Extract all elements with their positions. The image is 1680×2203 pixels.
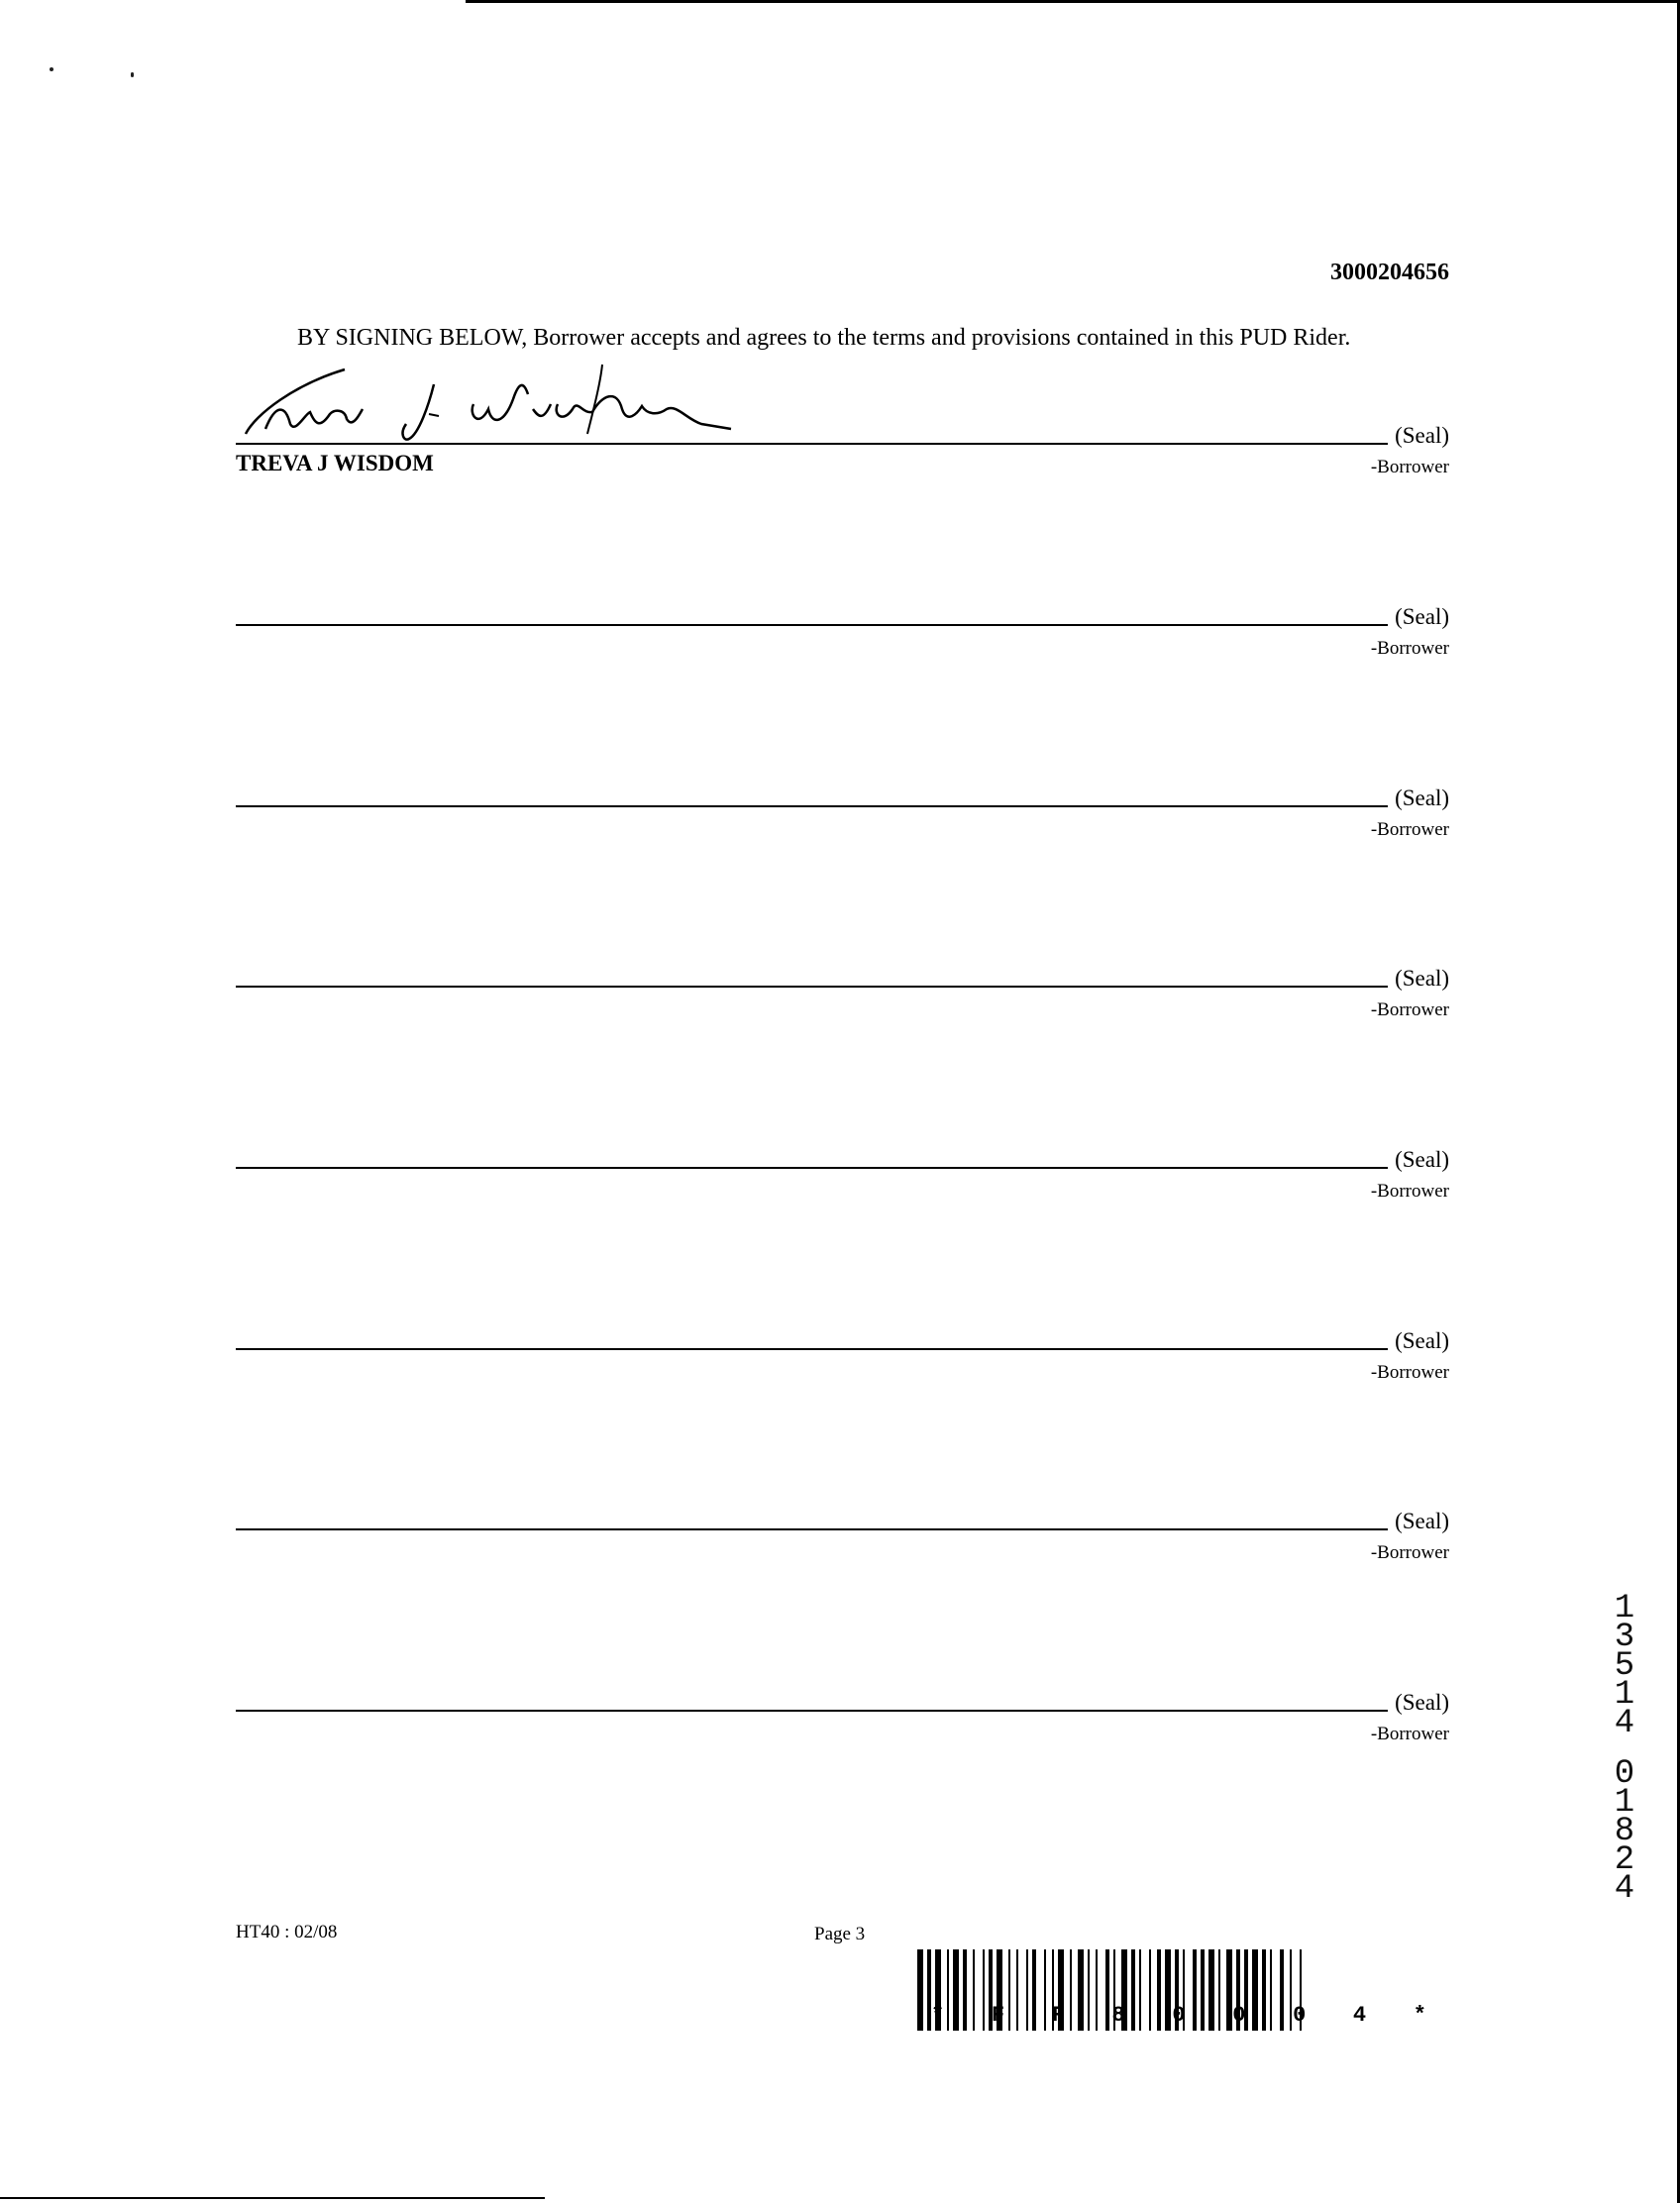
barcode-char: 0: [1232, 2003, 1246, 2028]
signature-block-4: [236, 942, 1449, 1021]
role-label: -Borrower: [1370, 1542, 1449, 1563]
role-label: -Borrower: [1370, 638, 1449, 659]
role-label: -Borrower: [1370, 1362, 1449, 1383]
signature-line: [236, 443, 1388, 445]
signature-block-3: [236, 762, 1449, 841]
signature-block-1: [236, 399, 1449, 478]
seal-label: (Seal): [1395, 966, 1449, 991]
barcode: [917, 1949, 1440, 2050]
stamp-digit: 1: [1614, 1784, 1635, 1822]
role-label: -Borrower: [1370, 819, 1449, 840]
scan-edge-top: [466, 0, 1680, 3]
signature-line: [236, 1528, 1388, 1530]
signature-line: [236, 1710, 1388, 1712]
stamp-digit: 1: [1614, 1590, 1635, 1627]
stamp-digit: 4: [1614, 1870, 1635, 1908]
role-label: -Borrower: [1370, 457, 1449, 477]
signature-line: [236, 805, 1388, 807]
scan-speck: [50, 67, 53, 71]
barcode-char: *: [931, 2003, 945, 2028]
stamp-digit: 4: [1614, 1705, 1635, 1742]
barcode-char: 0: [1293, 2003, 1307, 2028]
barcode-char: 8: [1111, 2003, 1125, 2028]
scan-edge-bottom: [0, 2197, 545, 2199]
seal-label: (Seal): [1395, 1328, 1449, 1353]
signature-block-5: [236, 1123, 1449, 1203]
page-number: Page 3: [814, 1924, 866, 1944]
stamp-digit: 5: [1614, 1647, 1635, 1685]
signature-line: [236, 986, 1388, 988]
stamp-digit: 2: [1614, 1841, 1635, 1879]
signer-name: TREVA J WISDOM: [236, 451, 434, 475]
signature-block-2: [236, 580, 1449, 660]
stamp-digit: 8: [1614, 1813, 1635, 1850]
signature-line: [236, 1348, 1388, 1350]
side-recording-stamp: [1600, 1590, 1649, 1908]
seal-label: (Seal): [1395, 423, 1449, 448]
barcode-caption: [931, 2003, 1426, 2028]
role-label: -Borrower: [1370, 999, 1449, 1020]
barcode-bar: [917, 1949, 923, 2031]
signature-block-7: [236, 1485, 1449, 1564]
agreement-paragraph: BY SIGNING BELOW, Borrower accepts and agrees to the terms and provisions contained in this PUD Rider.: [297, 325, 1351, 351]
barcode-char: F: [991, 2003, 1005, 2028]
loan-number: 3000204656: [1330, 260, 1449, 285]
seal-label: (Seal): [1395, 1690, 1449, 1715]
scan-speck: [131, 72, 134, 77]
seal-label: (Seal): [1395, 1147, 1449, 1172]
barcode-char: *: [1413, 2003, 1426, 2028]
stamp-digit: 0: [1614, 1755, 1635, 1793]
role-label: -Borrower: [1370, 1181, 1449, 1202]
seal-label: (Seal): [1395, 786, 1449, 810]
signature-block-8: [236, 1666, 1449, 1745]
barcode-char: F: [1051, 2003, 1065, 2028]
seal-label: (Seal): [1395, 604, 1449, 629]
handwritten-signature: [236, 355, 751, 454]
signature-line: [236, 1167, 1388, 1169]
seal-label: (Seal): [1395, 1509, 1449, 1533]
stamp-digit: 1: [1614, 1676, 1635, 1714]
role-label: -Borrower: [1370, 1724, 1449, 1744]
form-code: HT40 : 02/08: [236, 1922, 338, 1942]
signature-line: [236, 624, 1388, 626]
barcode-char: 0: [1172, 2003, 1186, 2028]
signature-block-6: [236, 1305, 1449, 1384]
barcode-char: 4: [1352, 2003, 1367, 2028]
stamp-digit: 3: [1614, 1619, 1635, 1656]
